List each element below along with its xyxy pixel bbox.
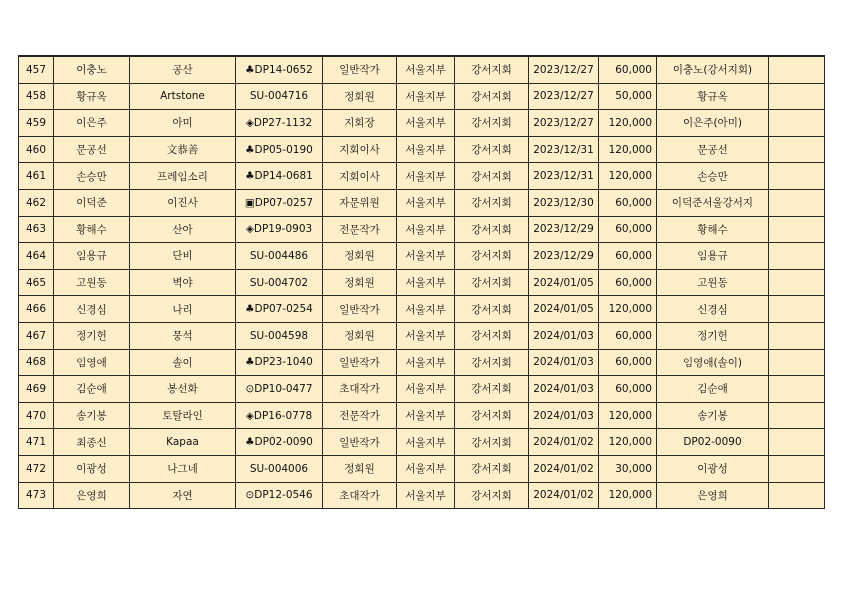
branch-cell: 서울지부 [397,322,455,349]
amount-cell: 120,000 [599,402,657,429]
row-number-cell: 463 [19,216,54,243]
member-name-cell: 송기봉 [54,402,130,429]
pen-name-cell: Kapaa [130,429,236,456]
branch-cell: 서울지부 [397,349,455,376]
amount-cell: 120,000 [599,136,657,163]
member-name-cell: 문공선 [54,136,130,163]
payment-date-cell: 2024/01/03 [529,349,599,376]
depositor-name-cell: 이광성 [657,455,769,482]
amount-cell: 60,000 [599,322,657,349]
depositor-name-cell: 이덕준서울강서지 [657,189,769,216]
branch-cell: 서울지부 [397,83,455,110]
chapter-cell: 강서지회 [455,376,529,403]
depositor-name-cell: 고원동 [657,269,769,296]
payment-date-cell: 2023/12/31 [529,136,599,163]
row-number-cell: 464 [19,243,54,270]
member-id-cell: ◈DP19-0903 [236,216,323,243]
member-name-cell: 황규옥 [54,83,130,110]
table-row [19,376,825,403]
member-id-cell: ◈DP27-1132 [236,110,323,137]
member-grade-cell: 초대작가 [323,376,397,403]
member-grade-cell: 일반작가 [323,56,397,83]
row-number-cell: 467 [19,322,54,349]
row-number-cell: 460 [19,136,54,163]
payment-date-cell: 2024/01/03 [529,402,599,429]
table-row [19,83,825,110]
member-name-cell: 정기헌 [54,322,130,349]
row-number-cell: 465 [19,269,54,296]
member-id-cell: ⊙DP12-0546 [236,482,323,509]
chapter-cell: 강서지회 [455,455,529,482]
depositor-name-cell: 임영애(솔이) [657,349,769,376]
table-row [19,455,825,482]
amount-cell: 120,000 [599,110,657,137]
amount-cell: 120,000 [599,482,657,509]
table-row [19,322,825,349]
chapter-cell: 강서지회 [455,296,529,323]
member-name-cell: 최종신 [54,429,130,456]
depositor-name-cell: 은영희 [657,482,769,509]
branch-cell: 서울지부 [397,296,455,323]
table-row [19,402,825,429]
chapter-cell: 강서지회 [455,429,529,456]
member-grade-cell: 정회원 [323,83,397,110]
member-grade-cell: 일반작가 [323,296,397,323]
row-number-cell: 468 [19,349,54,376]
member-id-cell: SU-004716 [236,83,323,110]
chapter-cell: 강서지회 [455,189,529,216]
member-grade-cell: 정회원 [323,322,397,349]
member-grade-cell: 정회원 [323,455,397,482]
member-name-cell: 임영애 [54,349,130,376]
note-cell [769,163,825,190]
note-cell [769,83,825,110]
pen-name-cell: 이진사 [130,189,236,216]
member-id-cell: ♣DP14-0681 [236,163,323,190]
payment-date-cell: 2024/01/02 [529,429,599,456]
row-number-cell: 457 [19,56,54,83]
member-grade-cell: 초대작가 [323,482,397,509]
note-cell [769,376,825,403]
pen-name-cell: 아미 [130,110,236,137]
amount-cell: 120,000 [599,429,657,456]
chapter-cell: 강서지회 [455,402,529,429]
member-grade-cell: 지회장 [323,110,397,137]
table-row [19,269,825,296]
branch-cell: 서울지부 [397,269,455,296]
depositor-name-cell: 임용규 [657,243,769,270]
pen-name-cell: 봉선화 [130,376,236,403]
payment-date-cell: 2023/12/27 [529,110,599,137]
member-name-cell: 은영희 [54,482,130,509]
note-cell [769,216,825,243]
amount-cell: 60,000 [599,376,657,403]
branch-cell: 서울지부 [397,482,455,509]
row-number-cell: 472 [19,455,54,482]
depositor-name-cell: 손승만 [657,163,769,190]
row-number-cell: 458 [19,83,54,110]
payment-date-cell: 2024/01/03 [529,322,599,349]
pen-name-cell: 산아 [130,216,236,243]
member-id-cell: ♣DP05-0190 [236,136,323,163]
branch-cell: 서울지부 [397,402,455,429]
row-number-cell: 471 [19,429,54,456]
branch-cell: 서울지부 [397,243,455,270]
table-row [19,243,825,270]
table-row [19,349,825,376]
member-name-cell: 신경심 [54,296,130,323]
depositor-name-cell: 신경심 [657,296,769,323]
depositor-name-cell: 송기봉 [657,402,769,429]
note-cell [769,269,825,296]
table-row [19,136,825,163]
member-name-cell: 이덕준 [54,189,130,216]
note-cell [769,189,825,216]
note-cell [769,349,825,376]
member-grade-cell: 일반작가 [323,429,397,456]
note-cell [769,243,825,270]
member-id-cell: ⊙DP10-0477 [236,376,323,403]
pen-name-cell: 벽야 [130,269,236,296]
member-id-cell: ♣DP14-0652 [236,56,323,83]
depositor-name-cell: 문공선 [657,136,769,163]
pen-name-cell: 공산 [130,56,236,83]
member-id-cell: SU-004006 [236,455,323,482]
branch-cell: 서울지부 [397,429,455,456]
chapter-cell: 강서지회 [455,243,529,270]
payment-date-cell: 2024/01/05 [529,269,599,296]
pen-name-cell: 나리 [130,296,236,323]
amount-cell: 60,000 [599,349,657,376]
branch-cell: 서울지부 [397,56,455,83]
row-number-cell: 461 [19,163,54,190]
branch-cell: 서울지부 [397,163,455,190]
note-cell [769,136,825,163]
pen-name-cell: 단비 [130,243,236,270]
chapter-cell: 강서지회 [455,163,529,190]
amount-cell: 60,000 [599,189,657,216]
member-name-cell: 손승만 [54,163,130,190]
chapter-cell: 강서지회 [455,482,529,509]
chapter-cell: 강서지회 [455,136,529,163]
note-cell [769,322,825,349]
amount-cell: 120,000 [599,296,657,323]
row-number-cell: 459 [19,110,54,137]
payment-date-cell: 2023/12/27 [529,83,599,110]
table-row [19,110,825,137]
table-row [19,163,825,190]
branch-cell: 서울지부 [397,455,455,482]
note-cell [769,482,825,509]
member-grade-cell: 전문작가 [323,402,397,429]
note-cell [769,110,825,137]
pen-name-cell: 뭉석 [130,322,236,349]
member-grade-cell: 지회이사 [323,163,397,190]
amount-cell: 50,000 [599,83,657,110]
table-row [19,216,825,243]
note-cell [769,429,825,456]
member-id-cell: ♣DP07-0254 [236,296,323,323]
depositor-name-cell: 이충노(강서지회) [657,56,769,83]
branch-cell: 서울지부 [397,216,455,243]
payment-date-cell: 2023/12/29 [529,243,599,270]
chapter-cell: 강서지회 [455,110,529,137]
member-id-cell: ♣DP23-1040 [236,349,323,376]
pen-name-cell: 토탈라인 [130,402,236,429]
pen-name-cell: 나그네 [130,455,236,482]
note-cell [769,296,825,323]
row-number-cell: 462 [19,189,54,216]
chapter-cell: 강서지회 [455,349,529,376]
payment-date-cell: 2023/12/31 [529,163,599,190]
amount-cell: 60,000 [599,56,657,83]
chapter-cell: 강서지회 [455,83,529,110]
member-grade-cell: 일반작가 [323,349,397,376]
member-grade-cell: 지회이사 [323,136,397,163]
branch-cell: 서울지부 [397,110,455,137]
payment-date-cell: 2024/01/02 [529,482,599,509]
row-number-cell: 470 [19,402,54,429]
member-name-cell: 김순애 [54,376,130,403]
note-cell [769,455,825,482]
depositor-name-cell: 김순애 [657,376,769,403]
member-name-cell: 임용규 [54,243,130,270]
member-grade-cell: 정회원 [323,243,397,270]
row-number-cell: 466 [19,296,54,323]
branch-cell: 서울지부 [397,136,455,163]
depositor-name-cell: DP02-0090 [657,429,769,456]
depositor-name-cell: 황해수 [657,216,769,243]
member-id-cell: SU-004702 [236,269,323,296]
payment-date-cell: 2024/01/02 [529,455,599,482]
payment-date-cell: 2023/12/27 [529,56,599,83]
payment-date-cell: 2023/12/29 [529,216,599,243]
member-name-cell: 황해수 [54,216,130,243]
payment-date-cell: 2024/01/05 [529,296,599,323]
branch-cell: 서울지부 [397,189,455,216]
member-id-cell: ♣DP02-0090 [236,429,323,456]
amount-cell: 60,000 [599,243,657,270]
note-cell [769,56,825,83]
branch-cell: 서울지부 [397,376,455,403]
chapter-cell: 강서지회 [455,269,529,296]
depositor-name-cell: 정기헌 [657,322,769,349]
member-name-cell: 고원동 [54,269,130,296]
payment-date-cell: 2023/12/30 [529,189,599,216]
pen-name-cell: 文恭善 [130,136,236,163]
member-payment-table [18,55,825,509]
pen-name-cell: 프레임소리 [130,163,236,190]
member-id-cell: ▣DP07-0257 [236,189,323,216]
chapter-cell: 강서지회 [455,56,529,83]
member-name-cell: 이충노 [54,56,130,83]
member-grade-cell: 정회원 [323,269,397,296]
member-id-cell: SU-004486 [236,243,323,270]
member-name-cell: 이광성 [54,455,130,482]
amount-cell: 120,000 [599,163,657,190]
table-row [19,482,825,509]
table-row [19,429,825,456]
note-cell [769,402,825,429]
payment-date-cell: 2024/01/03 [529,376,599,403]
depositor-name-cell: 이은주(아미) [657,110,769,137]
pen-name-cell: 자연 [130,482,236,509]
member-id-cell: SU-004598 [236,322,323,349]
table-row [19,296,825,323]
amount-cell: 30,000 [599,455,657,482]
member-grade-cell: 전문작가 [323,216,397,243]
table-row [19,189,825,216]
member-grade-cell: 자문위원 [323,189,397,216]
table-row [19,56,825,83]
row-number-cell: 473 [19,482,54,509]
chapter-cell: 강서지회 [455,216,529,243]
row-number-cell: 469 [19,376,54,403]
pen-name-cell: 솔이 [130,349,236,376]
amount-cell: 60,000 [599,269,657,296]
member-name-cell: 이은주 [54,110,130,137]
member-id-cell: ◈DP16-0778 [236,402,323,429]
amount-cell: 60,000 [599,216,657,243]
pen-name-cell: Artstone [130,83,236,110]
depositor-name-cell: 황규옥 [657,83,769,110]
chapter-cell: 강서지회 [455,322,529,349]
